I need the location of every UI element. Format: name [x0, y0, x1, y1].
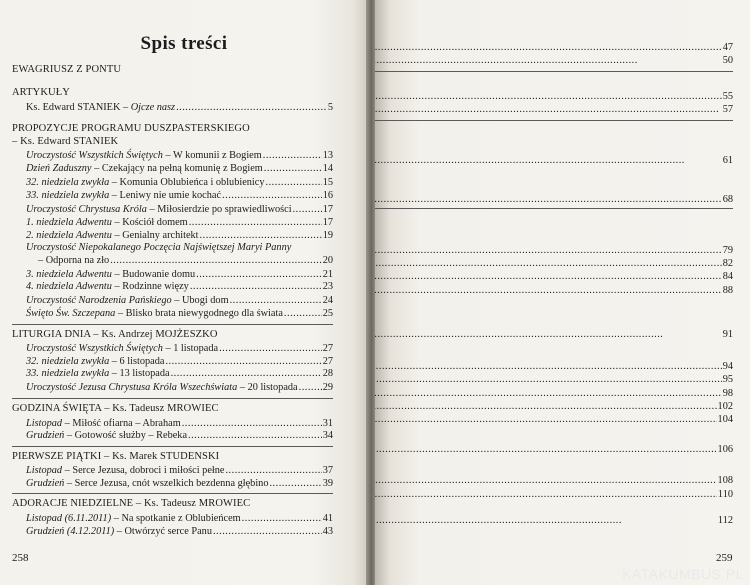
- entry-page-number: 79: [722, 245, 733, 256]
- section-heading: – Ks. Edward STANIEK: [12, 136, 119, 147]
- leader-dots: [222, 189, 322, 202]
- entry-page-number: 102: [717, 401, 733, 412]
- entry-italic-part: Grudzień: [26, 478, 65, 489]
- entry-text-part: – Rodzinne więzy: [111, 281, 189, 292]
- entry-page-number: 41: [322, 513, 333, 524]
- toc-entry: [375, 373, 733, 386]
- entry-italic-part: Uroczystość Wszystkich Świętych: [26, 150, 163, 161]
- section-heading: ARTYKUŁY: [12, 87, 70, 98]
- entry-italic-part: Uroczystość Wszystkich Świętych: [26, 343, 163, 354]
- leader-dots: [188, 429, 322, 442]
- entry-page-number: 108: [717, 475, 733, 486]
- section-heading: LITURGIA DNIA – Ks. Andrzej MOJŻESZKO: [12, 329, 218, 340]
- entry-page-number: 16: [322, 190, 333, 201]
- leader-dots: [293, 203, 322, 216]
- leader-dots: [242, 512, 322, 525]
- toc-entry: [375, 193, 733, 206]
- leader-dots: [375, 400, 717, 413]
- entry-text-part: – Miłosierdzie po sprawiedliwości: [146, 204, 292, 215]
- entry-italic-part: Dzień Zaduszny: [26, 163, 92, 174]
- toc-entry: [375, 474, 733, 487]
- leader-dots: [269, 477, 321, 490]
- entry-page-number: 61: [722, 155, 733, 166]
- entry-italic-part: 4. niedziela Adwentu: [26, 281, 112, 292]
- entry-page-number: 55: [722, 91, 733, 102]
- page-number-right: 259: [716, 552, 733, 564]
- toc-entry: [26, 525, 333, 538]
- toc-entry: [26, 512, 333, 525]
- toc-entry: [375, 413, 733, 426]
- leader-dots: [171, 367, 322, 380]
- leader-dots: [375, 360, 722, 373]
- section-heading: PIERWSZE PIĄTKI – Ks. Marek STUDENSKI: [12, 451, 220, 462]
- toc-entry: [375, 244, 733, 257]
- entry-italic-part: 1. niedziela Adwentu: [26, 217, 112, 228]
- entry-text-part: – Genialny architekt: [111, 230, 199, 241]
- leader-dots: [375, 270, 722, 283]
- leader-dots: [375, 103, 722, 116]
- entry-title: [26, 464, 224, 477]
- entry-text-part: – Gotowość służby – Rebeka: [64, 430, 188, 441]
- toc-entry: [26, 176, 333, 189]
- leader-dots: [189, 216, 322, 229]
- leader-dots: [375, 413, 717, 426]
- toc-entry: [26, 367, 333, 380]
- leader-dots: [375, 373, 722, 386]
- toc-entry: [26, 429, 333, 442]
- toc-entry: [26, 203, 333, 216]
- entry-page-number: 15: [322, 177, 333, 188]
- entry-page-number: 31: [322, 418, 333, 429]
- entry-italic-part: Grudzień: [26, 430, 65, 441]
- entry-text-part: – Serce Jezusa, cnót wszelkich bezdenna głębino: [64, 478, 269, 489]
- entry-page-number: 25: [322, 308, 333, 319]
- entry-title: [26, 429, 187, 442]
- leader-dots: [213, 525, 322, 538]
- leader-dots: [375, 443, 717, 456]
- entry-page-number: 68: [722, 194, 733, 205]
- leader-dots: [264, 162, 322, 175]
- entry-title: [26, 294, 229, 307]
- entry-page-number: 5: [327, 102, 333, 113]
- section-rule: [12, 324, 333, 325]
- leader-dots: [375, 54, 722, 67]
- toc-entry: [375, 328, 733, 341]
- section-rule: [375, 71, 733, 72]
- section-heading: EWAGRIUSZ Z PONTU: [12, 64, 122, 75]
- toc-entry: [375, 54, 733, 67]
- toc-entry: [375, 514, 733, 527]
- leader-dots: [375, 284, 722, 297]
- toc-entry: [26, 189, 333, 202]
- toc-entry: [26, 101, 333, 114]
- toc-entry: [26, 241, 291, 254]
- entry-page-number: 84: [722, 271, 733, 282]
- entry-page-number: 95: [722, 374, 733, 385]
- entry-title: [26, 307, 283, 320]
- toc-entry: [375, 284, 733, 297]
- section-rule: [12, 493, 333, 494]
- entry-italic-part: Uroczystość Jezusa Chrystusa Króla Wszechświata: [26, 382, 238, 393]
- entry-title: [26, 203, 292, 216]
- entry-page-number: 28: [322, 368, 333, 379]
- leader-dots: [375, 193, 722, 206]
- entry-page-number: 110: [717, 489, 733, 500]
- section-rule: [375, 208, 733, 209]
- entry-italic-part: 32. niedziela zwykła: [26, 356, 110, 367]
- toc-entry: [375, 90, 733, 103]
- entry-italic-part: Uroczystość Narodzenia Pańskiego: [26, 295, 172, 306]
- toc-entry: [26, 216, 333, 229]
- entry-page-number: 39: [322, 478, 333, 489]
- entry-title: [26, 189, 221, 202]
- entry-text-part: – Komunia Oblubieńca i oblubienicy: [109, 177, 265, 188]
- leader-dots: [375, 328, 722, 341]
- toc-entry: [26, 464, 333, 477]
- leader-dots: [225, 464, 321, 477]
- entry-page-number: 27: [322, 343, 333, 354]
- entry-title: [26, 216, 188, 229]
- entry-page-number: 88: [722, 285, 733, 296]
- entry-page-number: 34: [322, 430, 333, 441]
- entry-page-number: 29: [322, 382, 333, 393]
- leader-dots: [375, 514, 717, 527]
- entry-text-part: – Serce Jezusa, dobroci i miłości pełne: [62, 465, 225, 476]
- entry-page-number: 43: [322, 526, 333, 537]
- leader-dots: [375, 488, 717, 501]
- entry-title: [26, 241, 291, 254]
- toc-entry: [375, 154, 733, 167]
- leader-dots: [375, 154, 722, 167]
- entry-page-number: 21: [322, 269, 333, 280]
- entry-text-part: – W komunii z Bogiem: [162, 150, 262, 161]
- entry-title: [26, 280, 189, 293]
- entry-italic-part: 3. niedziela Adwentu: [26, 269, 112, 280]
- entry-page-number: 57: [722, 104, 733, 115]
- entry-title: [26, 342, 218, 355]
- entry-text-part: – Otwórzyć serce Panu: [114, 526, 212, 537]
- entry-text-part: – Czekający na pełną komunię z Bogiem: [91, 163, 263, 174]
- page-number-left: 258: [12, 552, 29, 564]
- section-heading: GODZINA ŚWIĘTA – Ks. Tadeusz MROWIEC: [12, 403, 219, 414]
- entry-text-part: – 13 listopada: [109, 368, 170, 379]
- leader-dots: [190, 280, 322, 293]
- watermark: KATAKUMBUS.PL: [622, 566, 744, 582]
- entry-page-number: 23: [322, 281, 333, 292]
- entry-text-part: – Leniwy nie umie kochać: [109, 190, 222, 201]
- section-heading: ADORACJE NIEDZIELNE – Ks. Tadeusz MROWIEC: [12, 498, 251, 509]
- toc-entry: [26, 477, 333, 490]
- entry-text-part: – Ubogi dom: [171, 295, 229, 306]
- leader-dots: [375, 257, 722, 270]
- entry-title: [26, 512, 241, 525]
- entry-page-number: 94: [722, 361, 733, 372]
- toc-entry: [375, 488, 733, 501]
- leader-dots: [219, 342, 322, 355]
- entry-title: [38, 254, 109, 267]
- section-rule: [12, 446, 333, 447]
- entry-text-part: – Blisko brata niewygodnego dla świata: [115, 308, 283, 319]
- section-rule: [375, 120, 733, 121]
- entry-page-number: 20: [322, 255, 333, 266]
- leader-dots: [375, 90, 722, 103]
- toc-entry: [375, 443, 733, 456]
- entry-title: [26, 477, 268, 490]
- leader-dots: [375, 474, 717, 487]
- page-title: Spis treści: [140, 33, 228, 54]
- entry-page-number: 19: [322, 230, 333, 241]
- entry-italic-part: Ojcze nasz: [130, 102, 176, 113]
- toc-entry: [375, 270, 733, 283]
- entry-italic-part: Grudzień (4.12.2011): [26, 526, 115, 537]
- toc-entry: [375, 257, 733, 270]
- toc-entry: [26, 342, 333, 355]
- entry-text-part: – 1 listopada: [162, 343, 219, 354]
- leader-dots: [266, 176, 322, 189]
- entry-page-number: 112: [717, 515, 733, 526]
- leader-dots: [375, 41, 722, 54]
- entry-italic-part: 2. niedziela Adwentu: [26, 230, 112, 241]
- leader-dots: [299, 381, 322, 394]
- entry-page-number: 13: [322, 150, 333, 161]
- entry-italic-part: Uroczystość Niepokalanego Poczęcia Najświętszej Maryi Panny: [26, 242, 292, 253]
- entry-text-part: – Na spotkanie z Oblubieńcem: [111, 513, 241, 524]
- leader-dots: [230, 294, 322, 307]
- entry-page-number: 98: [722, 388, 733, 399]
- toc-entry: [26, 149, 333, 162]
- leader-dots: [110, 254, 322, 267]
- leader-dots: [375, 387, 722, 400]
- entry-italic-part: Listopad: [26, 465, 63, 476]
- entry-italic-part: Listopad (6.11.2011): [26, 513, 112, 524]
- toc-entry: [26, 307, 333, 320]
- toc-entry: [375, 103, 733, 116]
- entry-text-part: – Budowanie domu: [111, 269, 196, 280]
- entry-page-number: 106: [717, 444, 733, 455]
- leader-dots: [375, 244, 722, 257]
- toc-entry: [375, 360, 733, 373]
- entry-page-number: 14: [322, 163, 333, 174]
- entry-title: [26, 162, 263, 175]
- toc-entry: [375, 400, 733, 413]
- entry-page-number: 91: [722, 329, 733, 340]
- leader-dots: [176, 101, 327, 114]
- toc-entry: [26, 162, 333, 175]
- left-page: [0, 0, 368, 585]
- leader-dots: [263, 149, 322, 162]
- entry-italic-part: 32. niedziela zwykła: [26, 177, 110, 188]
- entry-title: [26, 176, 265, 189]
- entry-title: [26, 149, 262, 162]
- toc-entry: [26, 294, 333, 307]
- entry-title: [26, 381, 298, 394]
- toc-entry: [26, 381, 333, 394]
- toc-entry: [26, 280, 333, 293]
- leader-dots: [284, 307, 322, 320]
- toc-entry: [38, 254, 333, 267]
- entry-text-part: – Kościół domem: [111, 217, 188, 228]
- entry-page-number: 104: [717, 414, 733, 425]
- entry-page-number: 24: [322, 295, 333, 306]
- entry-page-number: 17: [322, 217, 333, 228]
- section-rule: [12, 398, 333, 399]
- entry-text-part: Ks. Edward STANIEK –: [26, 102, 131, 113]
- entry-italic-part: Uroczystość Chrystusa Króla: [26, 204, 147, 215]
- entry-title: [26, 525, 212, 538]
- entry-text-part: – 20 listopada: [237, 382, 298, 393]
- entry-page-number: 82: [722, 258, 733, 269]
- section-heading: PROPOZYCJE PROGRAMU DUSZPASTERSKIEGO: [12, 123, 250, 134]
- entry-text-part: – Odporna na zło: [38, 255, 110, 266]
- entry-italic-part: 33. niedziela zwykła: [26, 368, 110, 379]
- entry-italic-part: Święto Św. Szczepana: [26, 308, 116, 319]
- entry-italic-part: 33. niedziela zwykła: [26, 190, 110, 201]
- entry-page-number: 27: [322, 356, 333, 367]
- entry-title: [26, 101, 175, 114]
- entry-text-part: – Miłość ofiarna – Abraham: [62, 418, 181, 429]
- entry-page-number: 47: [722, 42, 733, 53]
- entry-text-part: – 6 listopada: [109, 356, 165, 367]
- entry-page-number: 17: [322, 204, 333, 215]
- toc-entry: [375, 387, 733, 400]
- entry-page-number: 50: [722, 55, 733, 66]
- entry-title: [26, 367, 170, 380]
- entry-page-number: 37: [322, 465, 333, 476]
- entry-italic-part: Listopad: [26, 418, 63, 429]
- toc-entry: [375, 41, 733, 54]
- right-page: [375, 0, 750, 585]
